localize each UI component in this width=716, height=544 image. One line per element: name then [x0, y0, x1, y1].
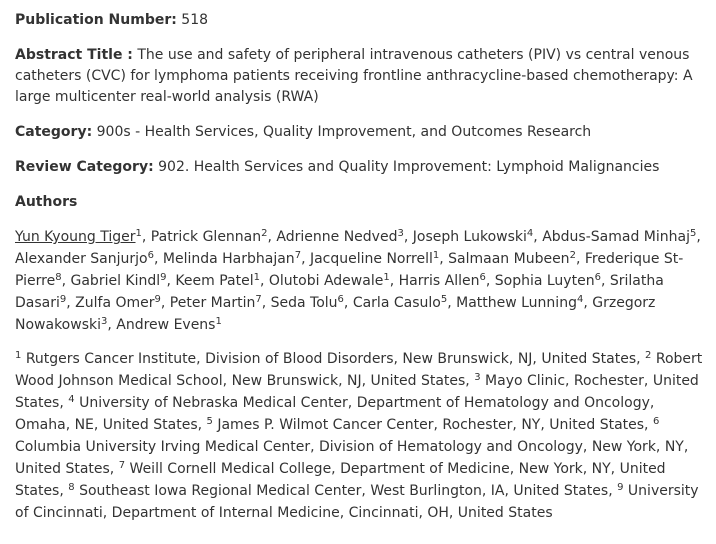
author-name: Andrew Evens — [116, 317, 216, 333]
author-name: Peter Martin — [169, 295, 256, 311]
author-affiliation-number: 4 — [526, 228, 534, 239]
publication-number-label: Publication Number: — [15, 12, 177, 28]
category-label: Category: — [15, 124, 93, 140]
author — [448, 251, 576, 267]
review-category — [15, 157, 708, 178]
author-name: Adrienne Nedved — [276, 229, 398, 245]
author — [495, 273, 601, 289]
author-affiliation-number: 6 — [594, 272, 601, 283]
affiliation-number: 2 — [645, 350, 652, 361]
publication-number-value: 518 — [181, 12, 209, 28]
author-name: Matthew Lunning — [456, 295, 577, 311]
author-name: Carla Casulo — [352, 295, 441, 311]
author-name: Joseph Lukowski — [412, 229, 527, 245]
author — [456, 295, 583, 311]
review-category-value: 902. Health Services and Quality Improvement: Lymphoid Malignancies — [158, 159, 660, 175]
author-name: Srilatha Dasari — [15, 273, 664, 311]
author — [271, 295, 344, 311]
author-name: Abdus-Samad Minhaj — [542, 229, 690, 245]
abstract-title-value: The use and safety of peripheral intravenous catheters (PIV) vs central venous catheters (CVC) for lymphoma patients receiving frontline anthracycline-based chemotherapy: A large multicenter real-world analysis (RWA) — [15, 47, 693, 105]
author-affiliation-number: 9 — [160, 272, 167, 283]
author-name: Melinda Harbhajan — [162, 251, 295, 267]
review-category-label: Review Category: — [15, 159, 154, 175]
affiliation-text: Robert Wood Johnson Medical School, New Brunswick, NJ, United States, — [15, 351, 703, 389]
author — [276, 229, 403, 245]
author-affiliation-number: 1 — [135, 228, 142, 239]
affiliation-item — [207, 417, 649, 433]
author-affiliation-number: 1 — [432, 250, 440, 261]
author — [71, 273, 167, 289]
author-name: Jacqueline Norrell — [309, 251, 433, 267]
author-affiliation-number: 3 — [397, 228, 404, 239]
author-affiliation-number: 9 — [59, 294, 67, 305]
affiliation-item — [68, 483, 612, 499]
author-affiliation-number: 6 — [479, 272, 486, 283]
affiliation-number: 6 — [652, 416, 660, 427]
author-affiliation-number: 6 — [337, 294, 344, 305]
authors-list: Yun Kyoung Tiger$^1$, Patrick Glennan$^2$, Adrienne Nedved$^3$, Joseph Lukowski$^4$, Abdus-Samad Minhaj$^5$, Alexander Sanjurjo$^6$, Melinda Harbhajan$^7$, Jacqueline Norrell$^1$, Salmaan Mubeen$^2$, Frederique St-Pierre$^8$, Gabriel Kindl$^9$, Keem Patel$^1$, Olutobi Adewale$^1$, Harris Allen$^6$, Sophia Luyten$^6$, Srilatha Dasari$^9$, Zulfa Omer$^9$, Peter Martin$^7$, Seda Tolu$^6$, Carla Casulo$^5$, Matthew Lunning$^4$, Grzegorz Nowakowski$^3$, Andrew Evens$^1$ — [15, 228, 701, 333]
author-affiliation-number: 4 — [576, 294, 584, 305]
author — [151, 229, 268, 245]
author-affiliation-number: 8 — [55, 272, 62, 283]
author-affiliation-number: 5 — [689, 228, 697, 239]
author — [175, 273, 260, 289]
affiliations-list — [15, 348, 708, 524]
author — [413, 229, 534, 245]
author-name: Harris Allen — [398, 273, 480, 289]
author — [269, 273, 390, 289]
affiliation-number: 7 — [118, 460, 126, 471]
affiliation-text: Southeast Iowa Regional Medical Center, West Burlington, IA, United States, — [74, 483, 613, 499]
author-name: Olutobi Adewale — [268, 273, 384, 289]
author-affiliation-number: 6 — [147, 250, 154, 261]
affiliation-text: Weill Cornell Medical College, Department of Medicine, New York, NY, United States, — [15, 461, 666, 499]
author-name: Seda Tolu — [270, 295, 338, 311]
affiliation-number: 9 — [617, 482, 624, 493]
author-name: Alexander Sanjurjo — [15, 251, 148, 267]
author-name: Gabriel Kindl — [70, 273, 161, 289]
author-name: Sophia Luyten — [494, 273, 595, 289]
author-affiliation-number: 1 — [215, 316, 222, 327]
author-affiliation-number: 7 — [294, 250, 302, 261]
author — [310, 251, 439, 267]
author — [116, 317, 222, 333]
author-name: Keem Patel — [175, 273, 254, 289]
author-name: Frederique St-Pierre — [15, 251, 684, 289]
author-name: Zulfa Omer — [75, 295, 155, 311]
affiliation-item — [15, 351, 641, 367]
author-affiliation-number: 2 — [261, 228, 268, 239]
author-name: Yun Kyoung Tiger — [15, 229, 136, 245]
author — [542, 229, 696, 245]
authors-heading: Authors — [15, 194, 78, 210]
affiliation-text: University of Cincinnati, Department of Internal Medicine, Cincinnati, OH, United States — [15, 483, 699, 521]
author-affiliation-number: 7 — [255, 294, 262, 305]
affiliation-number: 8 — [68, 482, 75, 493]
affiliation-text: Columbia University Irving Medical Center, Division of Hematology and Oncology, New York, NY, United States, — [15, 439, 689, 477]
author-affiliation-number: 1 — [383, 272, 390, 283]
author — [399, 273, 486, 289]
affiliation-number: 3 — [474, 372, 481, 383]
author-name: Salmaan Mubeen — [448, 251, 570, 267]
affiliation-text: University of Nebraska Medical Center, Department of Hematology and Oncology, Omaha, NE, United States, — [15, 395, 655, 433]
affiliation-text: James P. Wilmot Cancer Center, Rochester, NY, United States, — [212, 417, 649, 433]
author — [75, 295, 161, 311]
category-value: 900s - Health Services, Quality Improvement, and Outcomes Research — [96, 124, 592, 140]
author — [353, 295, 447, 311]
category — [15, 122, 708, 143]
affiliation-text: Mayo Clinic, Rochester, United States, — [15, 373, 699, 411]
author-name: Grzegorz Nowakowski — [15, 295, 656, 333]
author-affiliation-number: 9 — [154, 294, 161, 305]
author — [170, 295, 262, 311]
abstract-title-label: Abstract Title : — [15, 47, 133, 63]
author — [15, 251, 154, 267]
author-affiliation-number: 2 — [569, 250, 576, 261]
abstract-title — [15, 45, 708, 108]
author-affiliation-number: 1 — [253, 272, 260, 283]
affiliation-text: Rutgers Cancer Institute, Division of Blood Disorders, New Brunswick, NJ, United States, — [21, 351, 641, 367]
affiliation-number: 1 — [15, 350, 22, 361]
author-affiliation-number: 3 — [100, 316, 108, 327]
author — [163, 251, 301, 267]
publication-number — [15, 10, 708, 31]
affiliation-number: 5 — [206, 416, 213, 427]
author-name: Patrick Glennan — [150, 229, 262, 245]
presenting-author[interactable] — [15, 229, 142, 245]
affiliation-number: 4 — [68, 394, 75, 405]
author-affiliation-number: 5 — [440, 294, 448, 305]
